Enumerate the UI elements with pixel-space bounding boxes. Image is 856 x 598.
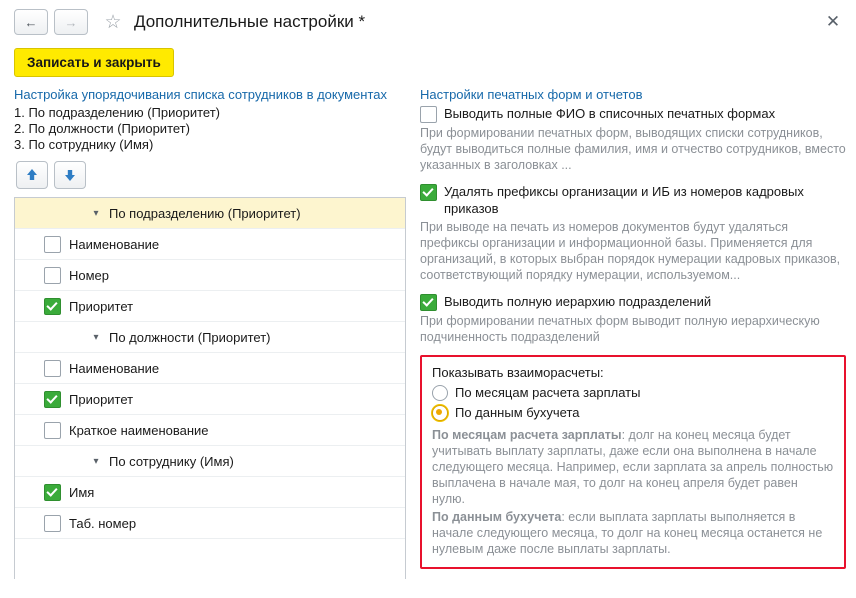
tree-item-label: Таб. номер <box>69 515 137 531</box>
row-checkbox[interactable] <box>44 298 61 315</box>
table-row[interactable] <box>15 353 405 384</box>
arrow-up-icon <box>24 167 40 183</box>
option-hint: При выводе на печать из номеров документов будут удаляться префиксы организации и информационной базы. Применяется для организаций, в которых выбран порядок нумерации кадровых приказов, соответствующий порядку нумерации, используемом... <box>420 220 841 282</box>
option-remove-prefixes[interactable] <box>420 183 846 217</box>
option-hint: При формировании печатных форм, выводящих списки сотрудников, будут выводиться полные фамилия, имя и отчество сотрудников, вместо указанных в заголовках ... <box>420 126 846 172</box>
left-panel <box>14 87 406 579</box>
option-full-hierarchy[interactable] <box>420 293 846 311</box>
print-forms-section-title: Настройки печатных форм и отчетов <box>420 87 643 102</box>
tree-item-label: Имя <box>69 484 95 500</box>
settlements-description-1 <box>432 427 834 507</box>
row-checkbox[interactable] <box>44 391 61 408</box>
settlements-description-2 <box>432 509 834 557</box>
settlements-description-1-bold: По месяцам расчета зарплаты <box>432 428 622 442</box>
checkbox[interactable] <box>420 184 437 201</box>
option-label: Выводить полные ФИО в списочных печатных формах <box>444 106 776 121</box>
table-row[interactable] <box>15 415 405 446</box>
tree-item-label: Краткое наименование <box>69 422 209 438</box>
table-row[interactable] <box>15 508 405 539</box>
ordering-section-title: Настройка упорядочивания списка сотрудников в документах <box>14 87 387 102</box>
radio-button[interactable] <box>432 385 448 401</box>
radio-label: По месяцам расчета зарплаты <box>455 385 641 400</box>
table-row[interactable] <box>15 477 405 508</box>
table-row[interactable] <box>15 229 405 260</box>
save-and-close-button[interactable]: Записать и закрыть <box>14 48 174 77</box>
right-panel <box>406 87 846 579</box>
table-row-empty <box>15 570 405 579</box>
radio-button[interactable] <box>432 405 448 421</box>
checkbox[interactable] <box>420 294 437 311</box>
radio-by-accounting-data[interactable] <box>432 404 834 421</box>
table-row[interactable] <box>15 384 405 415</box>
close-button[interactable] <box>820 9 846 35</box>
forward-button[interactable] <box>54 9 88 35</box>
settlements-description-2-bold: По данным бухучета <box>432 510 562 524</box>
option-full-names[interactable] <box>420 105 846 123</box>
table-row[interactable] <box>15 322 405 353</box>
content-area <box>0 87 856 579</box>
tree-item-label: Приоритет <box>69 298 134 314</box>
table-row-empty <box>15 539 405 570</box>
tree-group-label: По должности (Приоритет) <box>109 329 271 345</box>
row-checkbox[interactable] <box>44 484 61 501</box>
move-up-button[interactable] <box>16 161 48 189</box>
row-checkbox[interactable] <box>44 267 61 284</box>
table-row[interactable] <box>15 260 405 291</box>
move-buttons <box>16 161 406 189</box>
option-hint: При формировании печатных форм выводит полную иерархическую подчиненность подразделений <box>420 314 820 344</box>
option-label: Выводить полную иерархию подразделений <box>444 294 712 309</box>
tree-item-label: Наименование <box>69 236 160 252</box>
ordering-line-3: 3. По сотруднику (Имя) <box>14 137 154 152</box>
table-row[interactable] <box>15 198 405 229</box>
row-checkbox[interactable] <box>44 236 61 253</box>
chevron-down-icon[interactable]: ▾ <box>93 455 99 467</box>
settlements-highlight-box <box>420 355 846 569</box>
option-label: Удалять префиксы организации и ИБ из номеров кадровых приказов <box>444 184 804 216</box>
chevron-down-icon[interactable]: ▾ <box>93 331 99 343</box>
command-bar <box>0 44 856 87</box>
ordering-line-1: 1. По подразделению (Приоритет) <box>14 105 220 120</box>
ordering-fields-tree[interactable] <box>14 197 406 579</box>
table-row[interactable] <box>15 446 405 477</box>
move-down-button[interactable] <box>54 161 86 189</box>
settlements-description-2-text: : если выплата зарплаты выполняется в начале следующего месяца, то долг на конец месяца останется не нулевым даже после выплаты зарплаты. <box>432 510 823 556</box>
table-row[interactable] <box>15 291 405 322</box>
tree-item-label: Приоритет <box>69 391 134 407</box>
page-title: Дополнительные настройки * <box>134 12 366 31</box>
favorite-button[interactable] <box>100 9 126 35</box>
tree-item-label: Номер <box>69 267 110 283</box>
tree-item-label: Наименование <box>69 360 160 376</box>
settlements-description-1-text: : долг на конец месяца будет учитывать выплату зарплаты, даже если она выполнена в начале следующего месяца. Например, если зарплата за апрель полностью выплачена в начале мая, то долг на конец апреля будет равен нулю. <box>432 428 834 506</box>
chevron-down-icon[interactable]: ▾ <box>93 207 99 219</box>
back-button[interactable] <box>14 9 48 35</box>
arrow-down-icon <box>62 167 78 183</box>
checkbox[interactable] <box>420 106 437 123</box>
arrow-right-icon: → <box>64 14 78 30</box>
tree-group-label: По подразделению (Приоритет) <box>109 205 301 221</box>
radio-by-payroll-months[interactable] <box>432 384 834 401</box>
window-titlebar <box>0 0 856 44</box>
row-checkbox[interactable] <box>44 515 61 532</box>
ordering-summary <box>14 105 406 153</box>
radio-label: По данным бухучета <box>455 405 580 420</box>
settlements-title: Показывать взаиморасчеты: <box>432 365 604 380</box>
row-checkbox[interactable] <box>44 360 61 377</box>
row-checkbox[interactable] <box>44 422 61 439</box>
arrow-left-icon: ← <box>24 14 38 30</box>
close-icon: ✕ <box>825 12 841 31</box>
ordering-line-2: 2. По должности (Приоритет) <box>14 121 190 136</box>
star-icon: ☆ <box>104 11 122 33</box>
tree-group-label: По сотруднику (Имя) <box>109 453 234 469</box>
